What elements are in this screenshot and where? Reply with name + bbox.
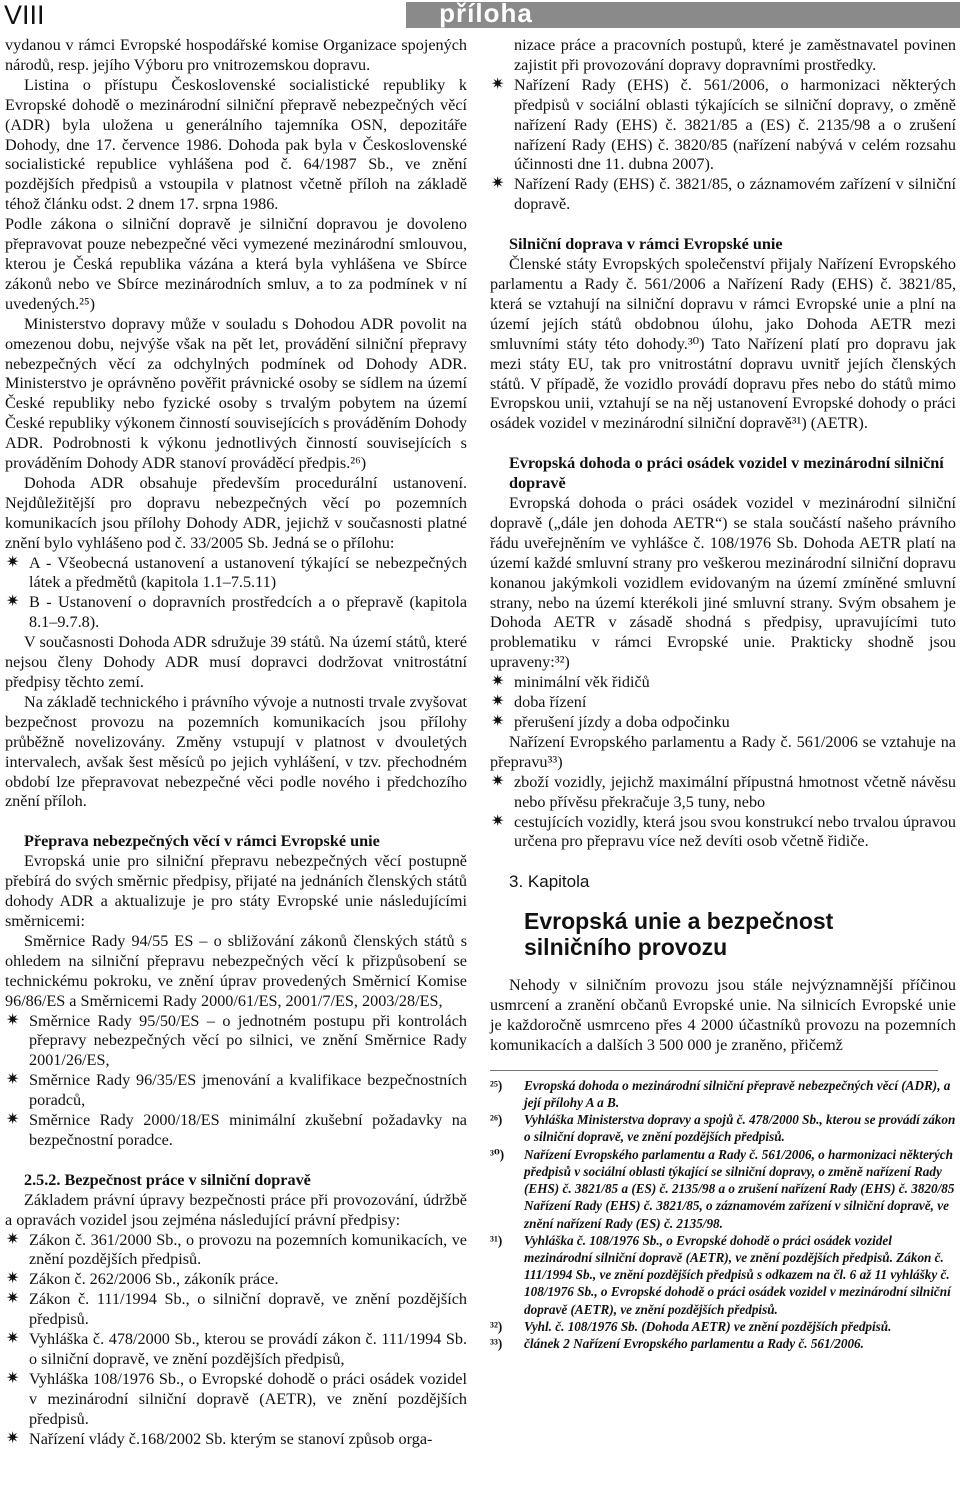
asterisk-icon: ✷ — [6, 1071, 20, 1089]
asterisk-icon: ✷ — [6, 593, 20, 611]
paragraph: Nařízení Evropského parlamentu a Rady č. 561/2006 se vztahuje na přepravu³³) — [490, 732, 956, 771]
list-item: ✷ minimální věk řidičů — [491, 673, 650, 692]
asterisk-icon: ✷ — [6, 1270, 20, 1288]
asterisk-icon: ✷ — [491, 673, 505, 691]
paragraph: vydanou v rámci Evropské hospodářské komise Organizace spojených národů, resp. jejího Výboru pro vnitrozemskou dopravu. — [5, 36, 467, 74]
transport-list — [490, 773, 956, 853]
list-item: ✷ Směrnice Rady 96/35/ES jmenování a kvalifikace bezpečnostních poradců, — [6, 1071, 467, 1110]
paragraph: Evropská dohoda o práci osádek vozidel v mezinárodní silniční dopravě („dále jen dohoda AETR“) se stala součástí našeho právního řádu uveřejněním ve vyhlášce č. 108/1976 Sb. Dohoda AETR platí na území každé smluvní strany pro veškerou mezinárodní silniční dopravu konanou jakýmkoli vozidlem evidovaným na území zmíněné smluvní strany, nebo na území kterékoli jiné smluvní strany. Svým obsahem je Dohoda AETR v zásadě shodná s předpisy, upravujícími tuto problematiku v rámci Evropské unie. Prakticky shodně jsou upraveny:³²) — [490, 494, 956, 672]
directive-list — [5, 1012, 467, 1151]
list-item: ✷ cestujících vozidly, která jsou svou konstrukcí nebo trvalou úpravou určena pro přepravu více než devíti osob včetně řidiče. — [491, 812, 956, 851]
list-item: ✷ Zákon č. 111/1994 Sb., o silniční dopravě, ve znění pozdějších předpisů. — [6, 1290, 467, 1329]
paragraph: V současnosti Dohoda ADR sdružuje 39 států. Na území států, které nejsou členy Dohody ADR musí dopravci dodržovat vnitrostátní předpisy těchto zemí. — [5, 633, 467, 691]
annex-list — [5, 554, 467, 634]
asterisk-icon: ✷ — [6, 1369, 20, 1387]
footnote: ³⁰) Nařízení Evropského parlamentu a Rady č. 561/2006, o harmonizaci některých předpisů v sociální oblasti týkající se silniční dopravy, o změně nařízení Rady (EHS) č. 3821/85 a (ES) č. 2135/98 a o zrušení nařízení Rady (EHS) č. 3820/85 Nařízení Rady (EHS) č. 3821/85, o záznamovém zařízení v silniční dopravě, ve znění nařízení Rady (ES) č. 2135/98. — [490, 1146, 955, 1231]
paragraph: Směrnice Rady 94/55 ES – o sbližování zákonů členských států s ohledem na silniční přepravu nebezpečných věcí k přizpůsobení se technickému pokroku, ve znění úprav provedených Směrnicí Komise 96/86/ES a Směrnicemi Rady 2000/61/ES, 2001/7/ES, 2003/28/ES, — [5, 931, 467, 1010]
footnote: ³²) Vyhl. č. 108/1976 Sb. (Dohoda AETR) ve znění pozdějších předpisů. — [490, 1318, 892, 1334]
list-item: ✷ Vyhláška 108/1976 Sb., o Evropské dohodě o práci osádek vozidel v mezinárodní silniční dopravě (AETR), ve znění pozdějších předpisů. — [6, 1369, 467, 1428]
footnote: ²⁶) Vyhláška Ministerstva dopravy a spojů č. 478/2000 Sb., kterou se provádí zákon o silniční dopravě, ve znění pozdějších předpisů. — [490, 1112, 956, 1145]
paragraph: Evropská unie pro silniční přepravu nebezpečných věcí postupně přebírá do svých směrnic předpisy, přijaté na jednáních členských států dohody ADR a aktualizuje je pro státy Evropské unie následujícími směrnicemi: — [5, 852, 467, 930]
asterisk-icon: ✷ — [6, 1011, 20, 1029]
asterisk-icon: ✷ — [491, 772, 505, 790]
list-item: ✷ přerušení jízdy a doba odpočinku — [491, 713, 730, 731]
list-item: ✷ Nařízení Rady (EHS) č. 561/2006, o harmonizaci některých předpisů v sociální oblasti týkajících se silniční dopravy, o změně nařízení Rady (EHS) č. 3821/85 a (ES) č. 2135/98 a o zrušení nařízení Rady (EHS) č. 3820/85 (nařízení nabývá v celém rozsahu účinnosti dne 11. dubna 2007). — [491, 75, 956, 174]
asterisk-icon: ✷ — [6, 1290, 20, 1308]
list-item: ✷ zboží vozidly, jejichž maximální přípustná hmotnost včetně návěsu nebo přívěsu překračuje 3,5 tuny, nebo — [491, 772, 956, 811]
asterisk-icon: ✷ — [6, 553, 20, 571]
list-item: ✷ B - Ustanovení o dopravních prostředcích a o přepravě (kapitola 8.1–9.7.8). — [6, 593, 467, 632]
footnote: ³³) článek 2 Nařízení Evropského parlamentu a Rady č. 561/2006. — [490, 1335, 864, 1351]
section-heading: Evropská dohoda o práci osádek vozidel v mezinárodní silniční dopravě — [509, 454, 944, 493]
paragraph: Dohoda ADR obsahuje především procedurální ustanovení. Nejdůležitější pro dopravu nebezpečných věcí po pozemních komunikacích jsou přílohy Dohody ADR, jejichž v současnosti platné znění bylo vyhlášeno pod č. 33/2005 Sb. Jedná se o přílohu: — [5, 473, 467, 552]
section-heading: Silniční doprava v rámci Evropské unie — [509, 235, 783, 254]
asterisk-icon: ✷ — [6, 1111, 20, 1129]
right-column — [490, 36, 956, 1352]
paragraph: Členské státy Evropských společenství přijaly Nařízení Evropského parlamentu a Rady č. 561/2006 a Nařízení Rady (EHS) č. 3821/85, která se vztahují na silniční dopravu v rámci Evropské unie a plní na území jejích států obdobnou úlohu, jako Dohoda AETR mezi smluvními státy této dohody.³⁰) Tato Nařízení platí pro dopravu jak mezi státy EU, tak pro vnitrostátní dopravu uvnitř jejích členských států. V případě, že vozidlo provádí dopravu přes nebo do států mimo Evropskou unii, vztahují se na něj ustanovení Evropské dohody o práci osádek vozidel v mezinárodní silniční dopravě³¹) (AETR). — [490, 255, 956, 433]
paragraph: Listina o přístupu Československé socialistické republiky k Evropské dohodě o mezinárodní silniční přepravě nebezpečných věcí (ADR) byla uložena u generálního tajemníka OSN, depozitáře Dohody, dne 17. července 1986. Dohoda pak byla v Československé socialistické republice vyhlášena pod č. 64/1987 Sb., ve znění pozdějších předpisů a vstoupila v platnost včetně příloh na základě téhož článku odst. 2 dnem 17. srpna 1986. — [5, 75, 467, 214]
asterisk-icon: ✷ — [491, 175, 505, 193]
paragraph: nizace práce a pracovních postupů, které je zaměstnavatel povinen zajistit při provozování dopravy dopravními prostředky. — [514, 36, 956, 74]
list-item: ✷ doba řízení — [491, 693, 587, 712]
list-item: ✷ Zákon č. 361/2000 Sb., o provozu na pozemních komunikacích, ve znění pozdějších předpisů. — [6, 1230, 467, 1269]
section-heading: Přeprava nebezpečných věcí v rámci Evropské unie — [24, 832, 380, 851]
section-label: příloha — [439, 0, 533, 28]
footnote: ²⁵) Evropská dohoda o mezinárodní silniční přepravě nebezpečných věcí (ADR), a její přílohy A a B. — [490, 1077, 951, 1111]
regulation-list — [490, 76, 956, 215]
paragraph: Základem právní úpravy bezpečnosti práce při provozování, údržbě a opravách vozidel jsou zejména následující právní předpisy: — [5, 1190, 467, 1229]
law-list — [5, 1231, 467, 1450]
footnotes — [490, 1077, 956, 1352]
left-column — [5, 36, 467, 1450]
asterisk-icon: ✷ — [491, 713, 505, 730]
paragraph: Ministerstvo dopravy může v souladu s Dohodou ADR povolit na omezenou dobu, nejvýše však na pět let, provádění silniční přepravy nebezpečných věcí za odchylných podmínek od Dohody ADR. Ministerstvo je oprávněno pověřit právnické osoby se sídlem na území České republiky nebo fyzické osoby s trvalým pobytem na území České republiky výkonem činností souvisejících s prováděním Dohody ADR. Podrobnosti k výkonu jednotlivých činností souvisejících s prováděním Dohody ADR stanoví prováděcí předpis.²⁶) — [5, 314, 467, 473]
section-heading: 2.5.2. Bezpečnost práce v silniční dopravě — [24, 1170, 311, 1189]
list-item: ✷ A - Všeobecná ustanovení a ustanovení týkající se nebezpečných látek a předmětů (kapitola 1.1–7.5.11) — [6, 553, 467, 592]
paragraph: Na základě technického i právního vývoje a nutnosti trvale zvyšovat bezpečnost provozu na pozemních komunikacích jsou přílohy průběžně novelizovány. Změny vstupují v platnost v dvouletých intervalech, avšak šest měsíců po jejich vyhlášení, v tzv. přechodném období lze přepravovat nebezpečné věci podle nového i předchozího znění příloh. — [5, 692, 467, 811]
chapter-title: Evropská unie a bezpečnost silničního provozu — [524, 908, 834, 961]
page-number: VIII — [4, 0, 45, 30]
list-item: ✷ Zákon č. 262/2006 Sb., zákoník práce. — [6, 1270, 279, 1289]
asterisk-icon: ✷ — [491, 75, 505, 93]
asterisk-icon: ✷ — [491, 693, 505, 711]
list-item: ✷ Vyhláška č. 478/2000 Sb., kterou se provádí zákon č. 111/1994 Sb. o silniční dopravě, ve znění pozdějších předpisů, — [6, 1330, 467, 1368]
list-item: ✷ Směrnice Rady 2000/18/ES minimální zkušební požadavky na bezpečnostní poradce. — [6, 1111, 467, 1149]
paragraph: Podle zákona o silniční dopravě je silniční dopravou je dovoleno přepravovat pouze nebezpečné věci vymezené mezinárodní smlouvou, kterou je Česká republika vázána a která byla vyhlášena ve Sbírce zákonů nebo ve Sbírce mezinárodních smluv, a to za podmínek v ní uvedených.²⁵) — [5, 215, 467, 313]
paragraph: Nehody v silničním provozu jsou stále nejvýznamnější příčinou usmrcení a zranění občanů Evropské unie. Na silnicích Evropské unie je každoročně usmrceno přes 4 2000 účastníků provozu na pozemních komunikacích a dalších 3 500 000 je zraněno, přičemž — [490, 976, 956, 1054]
asterisk-icon: ✷ — [6, 1429, 20, 1447]
asterisk-icon: ✷ — [491, 812, 505, 830]
list-item: ✷ Nařízení vlády č.168/2002 Sb. kterým se stanoví způsob orga- — [6, 1429, 433, 1448]
list-item: ✷ Nařízení Rady (EHS) č. 3821/85, o záznamovém zařízení v silniční dopravě. — [491, 175, 956, 214]
list-item: ✷ Směrnice Rady 95/50/ES – o jednotném postupu při kontrolách přepravy nebezpečných věcí po silnici, ve znění Směrnice Rady 2001/26/ES, — [6, 1011, 467, 1070]
footnote: ³¹) Vyhláška č. 108/1976 Sb., o Evropské dohodě o práci osádek vozidel mezinárodní silniční dopravě (AETR), ve znění pozdějších předpisů. Zákon č. 111/1994 Sb., ve znění pozdějších předpisů s odkazem na čl. 6 až 11 vyhlášky č. 108/1976 Sb., o Evropské dohodě o práci osádek vozidel v mezinárodní silniční dopravě (AETR), ve znění pozdějších předpisů. — [490, 1232, 951, 1317]
chapter-number: 3. Kapitola — [509, 872, 590, 892]
asterisk-icon: ✷ — [6, 1230, 20, 1248]
regulated-items-list — [490, 673, 956, 733]
asterisk-icon: ✷ — [6, 1330, 20, 1348]
